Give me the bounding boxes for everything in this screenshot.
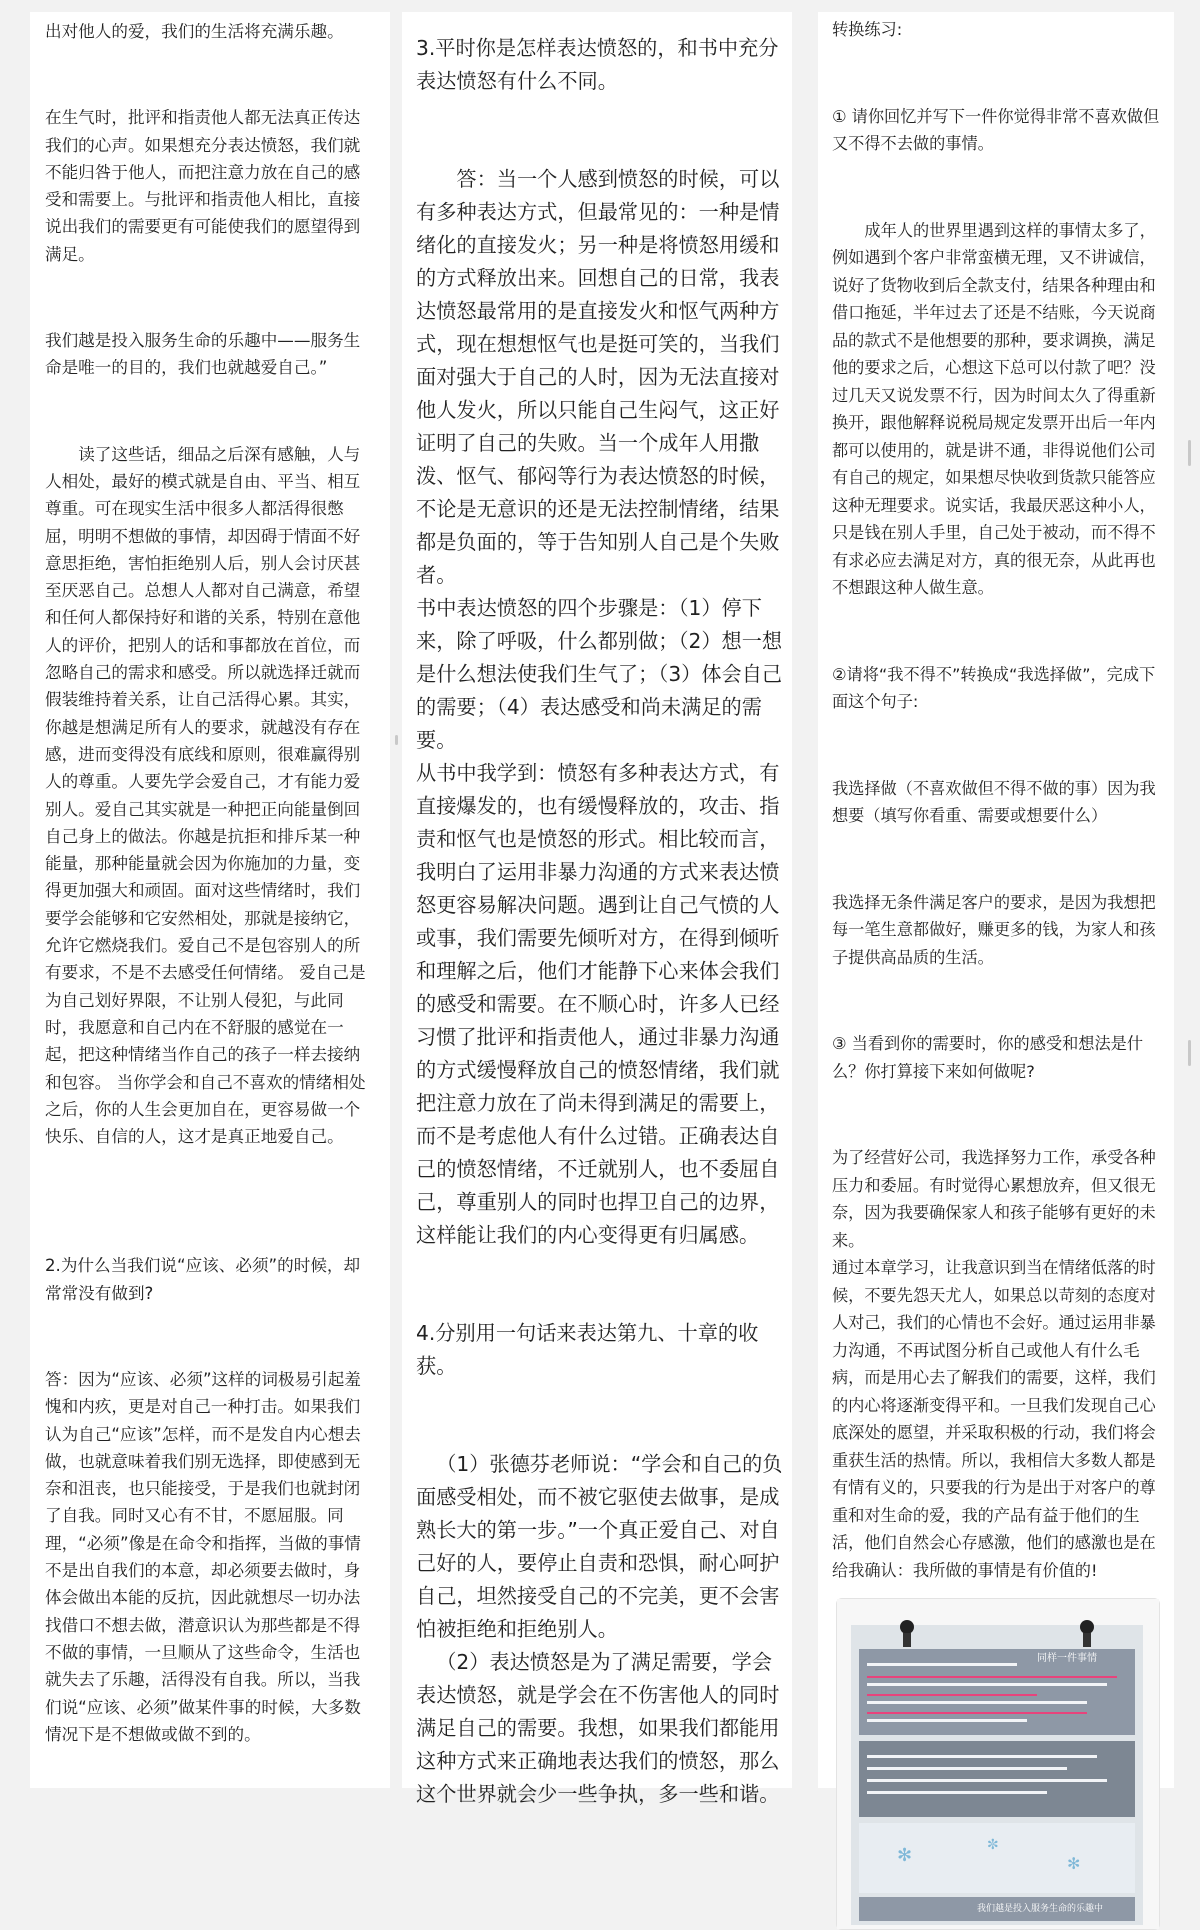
paragraph: 书中表达愤怒的四个步骤是：（1）停下来，除了呼吸，什么都别做；（2）想一想是什么想法使我们生气了；（3）体会自己的需要；（4）表达感受和尚未满足的需要。 xyxy=(416,596,783,752)
paragraph-spacer xyxy=(45,1166,376,1193)
paragraph: ②请将“我不得不”转换成“我选择做”，完成下面这个句子: xyxy=(832,664,1156,711)
column-3 xyxy=(818,12,1174,1914)
paragraph-spacer xyxy=(45,284,376,311)
paragraph: 2.为什么当我们说“应该、必须”的时候，却常常没有做到? xyxy=(45,1256,361,1303)
paragraph: 答：因为“应该、必须”这样的词极易引起羞愧和内疚，更是对自己一种打击。如果我们认为自己“应该”怎样，而不是发自内心想去做，也就意味着我们别无选择，即使感到无奈和沮丧，也只能接受，于是我们也就封闭了自我。同时又心有不甘，不愿屈服。同理，“必须”像是在命令和指挥，当做的事情不是出自我们的本意，却必须要去做时，身体会做出本能的反抗，因此就想尽一切办法找借口不想去做，潜意识认为那些都是不得不做的事情，一旦顺从了这些命令，生活也就失去了乐趣，活得没有自我。所以，当我们说“应该、必须”做某件事的时候，大多数情况下是不想做或做不到的。 xyxy=(45,1369,361,1744)
paragraph: 从书中我学到：愤怒有多种表达方式，有直接爆发的，也有缓慢释放的，攻击、指责和怄气也是愤怒的形式。相比较而言，我明白了运用非暴力沟通的方式来表达愤怒更容易解决问题。遇到让自己气愤的人或事，我们需要先倾听对方，在得到倾听和理解之后，他们才能静下心来体会我们的感受和需要。在不顺心时，许多人已经习惯了批评和指责他人，通过非暴力沟通的方式缓慢释放自己的愤怒情绪，我们就把注意力放在了尚未得到满足的需要上，而不是考虑他人有什么过错。正确表达自己的愤怒情绪，不迁就别人，也不委屈自己，尊重别人的同时也捍卫自己的边界，这样能让我们的内心变得更有归属感。 xyxy=(416,761,780,1247)
paragraph: 3.平时你是怎样表达愤怒的，和书中充分表达愤怒有什么不同。 xyxy=(416,36,779,93)
paragraph: ③ 当看到你的需要时，你的感受和想法是什么？你打算接下来如何做呢? xyxy=(832,1034,1144,1081)
paragraph-spacer xyxy=(832,846,1162,873)
paragraph: 成年人的世界里遇到这样的事情太多了，例如遇到个客户非常蛮横无理，又不讲诚信，说好了货物收到后全款支付，结果各种理由和借口拖延，半年过去了还是不结账，今天说商品的款式不是他想要的那种，要求调换，满足他的要求之后，心想这下总可以付款了吧？没过几天又说发票不行，因为时间太久了得重新换开，跟他解释说税局规定发票开出后一年内都可以使用的，就是讲不通，非得说他们公司有自己的规定，如果想尽快收到货款只能答应这种无理要求。说实话，我最厌恶这种小人，只是钱在别人手里，自己处于被动，而不得不有求必应去满足对方，真的很无奈，从此再也不想跟这种人做生意。 xyxy=(832,220,1156,597)
paragraph-spacer xyxy=(832,174,1162,201)
paragraph-spacer xyxy=(45,61,376,88)
paragraph-spacer xyxy=(832,618,1162,645)
paragraph-spacer xyxy=(832,987,1162,1014)
paragraph: 为了经营好公司，我选择努力工作，承受各种压力和委屈。有时觉得心累想放弃，但又很无奈，因为我要确保家人和孩子能够有更好的未来。 xyxy=(832,1148,1156,1250)
paragraph: 通过本章学习，让我意识到当在情绪低落的时候，不要先怨天尤人，如果总以苛刻的态度对人对己，我们的心情也不会好。通过运用非暴力沟通，不再试图分析自己或他人有什么毛病，而是用心去了解我们的需要，这样，我们的内心将逐渐变得平和。一旦我们发现自己心底深处的愿望，并采取积极的行动，我们将会重获生活的热情。所以，我相信大多数人都是有情有义的，只要我的行为是出于对客户的尊重和对生命的爱，我的产品有益于他们的生活，他们自然会心存感激，他们的感激也是在给我确认：我所做的事情是有价值的! xyxy=(832,1258,1156,1580)
scroll-indicator[interactable] xyxy=(395,735,398,745)
svg-text:✻: ✻ xyxy=(1067,1854,1081,1873)
photo-caption-top: 同样一件事情 xyxy=(1037,1653,1097,1664)
svg-text:✼: ✼ xyxy=(987,1837,999,1853)
paragraph: 4.分别用一句话来表达第九、十章的收获。 xyxy=(416,1321,759,1378)
scroll-indicator[interactable] xyxy=(1188,1040,1191,1066)
paragraph: 答：当一个人感到愤怒的时候，可以有多种表达方式，但最常见的：一种是情绪化的直接发火；另一种是将愤怒用缓和的方式释放出来。回想自己的日常，我表达愤怒最常用的是直接发火和怄气两种方式，现在想想怄气也是挺可笑的，当我们面对强大于自己的人时，因为无法直接对他人发火，所以只能自己生闷气，这正好证明了自己的失败。当一个成年人用撒泼、怄气、郁闷等行为表达愤怒的时候，不论是无意识的还是无法控制情绪，结果都是负面的，等于告知别人自己是个失败者。 xyxy=(416,167,780,587)
svg-text:✻: ✻ xyxy=(897,1845,913,1866)
paragraph: 读了这些话，细品之后深有感触，人与人相处，最好的模式就是自由、平当、相互尊重。可在现实生活中很多人都活得很憋屈，明明不想做的事情，却因碍于情面不好意思拒绝，害怕拒绝别人后，别人会讨厌甚至厌恶自己。总想人人都对自己满意，希望和任何人都保持好和谐的关系，特别在意他人的评价，把别人的话和事都放在首位，而忽略自己的需求和感受。所以就选择迁就而假装维持着关系，让自己活得心累。其实，你越是想满足所有人的要求，就越没有存在感，进而变得没有底线和原则，很难赢得别人的尊重。人要先学会爱自己，才有能力爱别人。爱自己其实就是一种把正向能量倒回自己身上的做法。你越是抗拒和排斥某一种能量，那种能量就会因为你施加的力量，变得更加强大和顽固。面对这些情绪时，我们要学会能够和它安然相处，那就是接纳它，允许它燃烧我们。爱自己不是包容别人的所有要求，不是不去感受任何情绪。 爱自己是为自己划好界限，不让别人侵犯，与此同时，我愿意和自己内在不舒服的感觉在一起，把这种情绪当作自己的孩子一样去接纳和包容。 当你学会和自己不喜欢的情绪相处之后，你的人生会更加自在，更容易做一个快乐、自信的人，这才是真正地爱自己。 xyxy=(45,444,366,1147)
paragraph-spacer xyxy=(45,1209,376,1236)
paragraph: （1）张德芬老师说：“学会和自己的负面感受相处，而不被它驱使去做事，是成熟长大的第一步。”一个真正爱自己、对自己好的人，要停止自责和恐惧，耐心呵护自己，坦然接受自己的不完美，更不会害怕被拒绝和拒绝别人。 xyxy=(416,1452,783,1641)
paragraph: 我选择无条件满足客户的要求，是因为我想把每一笔生意都做好，赚更多的钱，为家人和孩子提供高品质的生活。 xyxy=(832,892,1156,967)
column-1 xyxy=(30,12,390,1788)
paragraph: 在生气时，批评和指责他人都无法真正传达我们的心声。如果想充分表达愤怒，我们就不能归咎于他人，而把注意力放在自己的感受和需要上。与批评和指责他人相比，直接说出我们的需要更有可能使我们的愿望得到满足。 xyxy=(45,108,361,264)
column-2 xyxy=(402,12,792,1806)
paragraph-spacer xyxy=(416,1268,784,1301)
paragraph: 我选择做（不喜欢做但不得不做的事）因为我想要（填写你看重、需要或想要什么） xyxy=(832,778,1156,825)
paragraph-spacer xyxy=(416,114,784,147)
paragraph-spacer xyxy=(832,60,1162,87)
embedded-photo[interactable] xyxy=(836,1598,1160,1930)
scroll-indicator[interactable] xyxy=(1188,440,1191,466)
paragraph-spacer xyxy=(45,398,376,425)
paragraph-spacer xyxy=(45,1323,376,1350)
paragraph-spacer xyxy=(832,732,1162,759)
paragraph: 出对他人的爱，我们的生活将充满乐趣。 xyxy=(45,22,344,41)
paragraph-spacer xyxy=(832,1101,1162,1128)
paragraph: 我们越是投入服务生命的乐趣中——服务生命是唯一的目的，我们也就越爱自己。” xyxy=(45,331,361,378)
photo-caption-bottom: 我们越是投入服务生命的乐趣中 xyxy=(977,1904,1104,1914)
paragraph: 转换练习: xyxy=(832,20,903,39)
paragraph-spacer xyxy=(416,1399,784,1432)
paragraph: ① 请你回忆并写下一件你觉得非常不喜欢做但又不得不去做的事情。 xyxy=(832,106,1160,153)
paragraph: （2）表达愤怒是为了满足需要，学会表达愤怒，就是学会在不伤害他人的同时满足自己的需要。我想，如果我们都能用这种方式来正确地表达我们的愤怒，那么这个世界就会少一些争执，多一些和谐。 xyxy=(416,1650,780,1806)
